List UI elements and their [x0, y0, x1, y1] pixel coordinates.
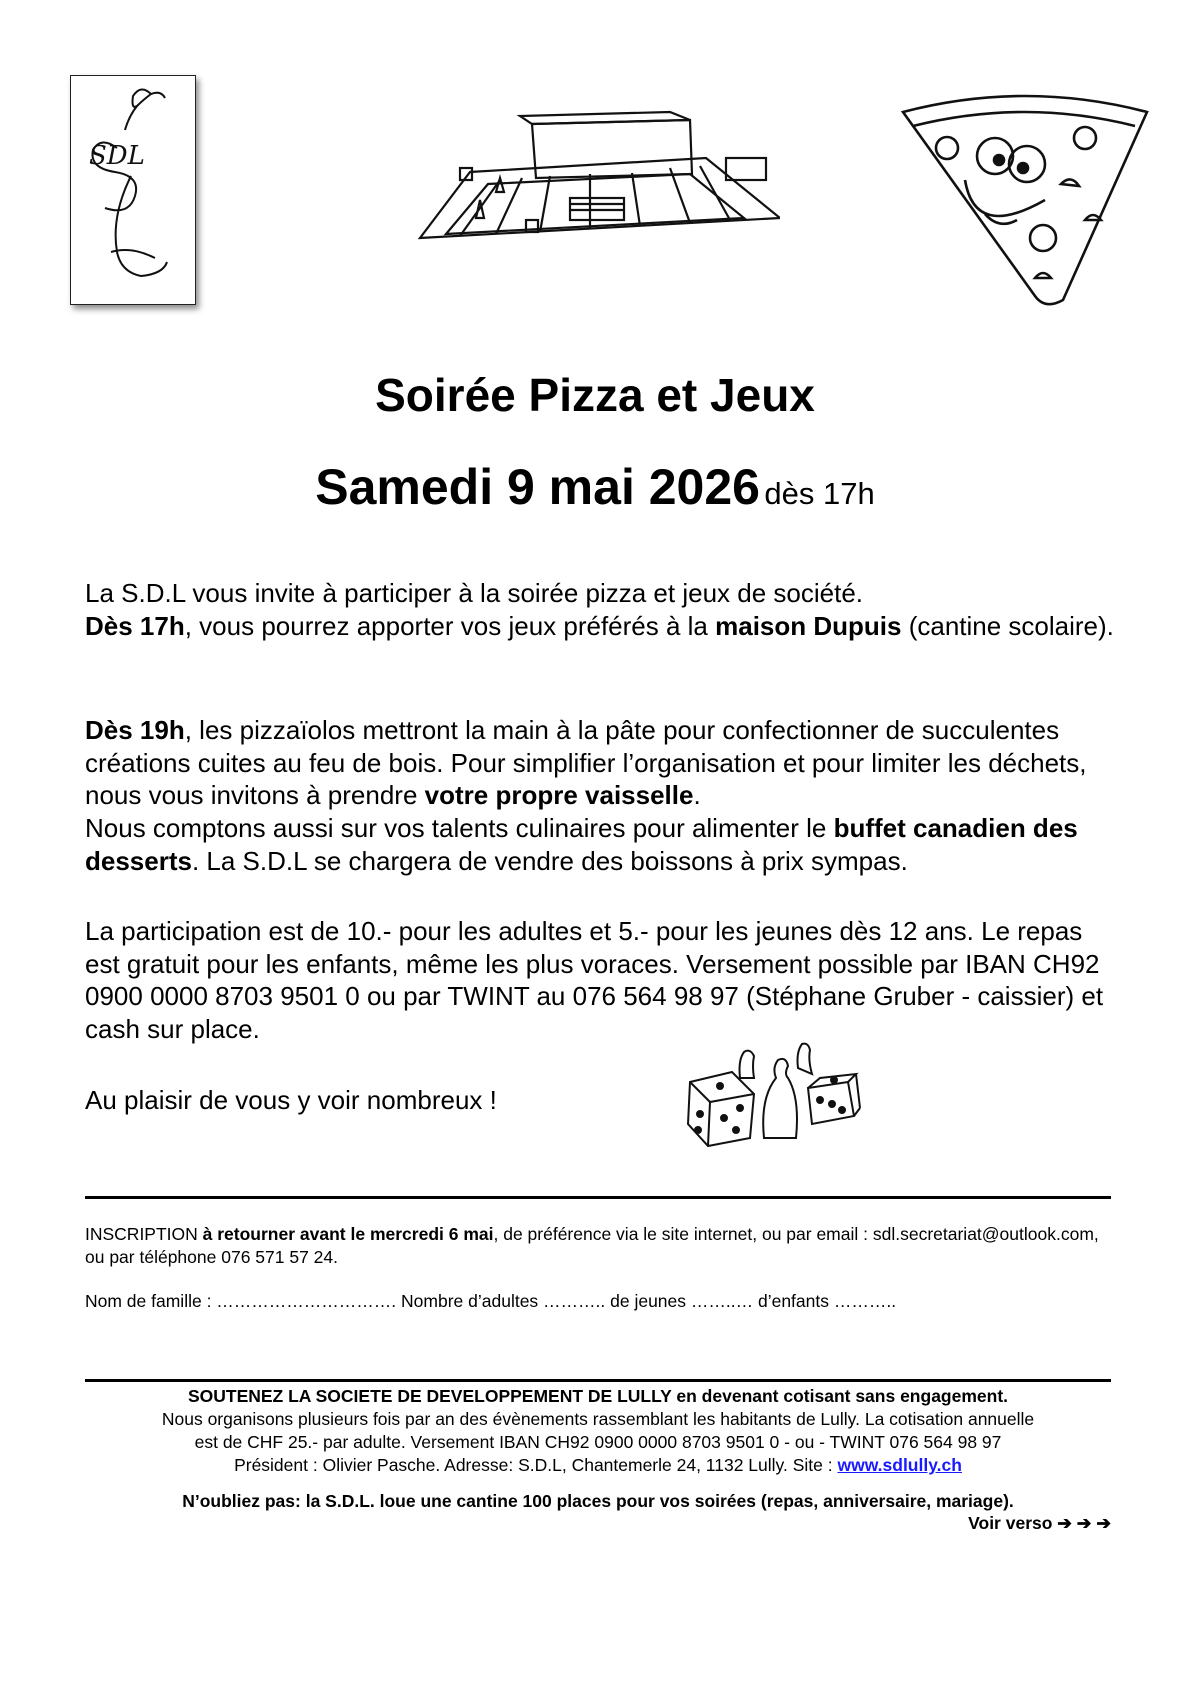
event-time: dès 17h: [764, 476, 875, 511]
pizza-slice-icon: [895, 90, 1155, 310]
arrival-text: , vous pourrez apporter vos jeux préférés à la: [184, 611, 716, 641]
sdl-logo: [70, 75, 196, 305]
page-title: Soirée Pizza et Jeux: [375, 369, 815, 421]
closing-paragraph: Au plaisir de vous y voir nombreux !: [85, 1085, 497, 1115]
footer-block: [85, 1385, 1111, 1477]
event-date: [0, 458, 1190, 516]
footer-divider: [85, 1379, 1111, 1382]
footer-line-4: [85, 1454, 1111, 1477]
divider-line: [85, 1196, 1111, 1199]
pizza-time: Dès 19h: [85, 715, 185, 745]
dessert-buffet: buffet canadien des desserts: [85, 813, 1078, 876]
see-verso: Voir verso ➔ ➔ ➔: [968, 1513, 1111, 1533]
pizza-text: , les pizzaïolos mettront la main à la pâte pour confectionner de succulentes créations cuites au feu de bois. Pour simplifier l’organisation et pour limiter les déchets, nous vous invitons à prendre: [85, 715, 1087, 810]
venue-detail: (cantine scolaire).: [901, 611, 1114, 641]
dice-pawns-icon: [680, 1038, 880, 1148]
footer-headline: SOUTENEZ LA SOCIETE DE DEVELOPPEMENT DE LULLY en devenant cotisant sans engagement.: [187, 1386, 1009, 1406]
inscription-deadline: à retourner avant le mercredi 6 mai: [202, 1224, 494, 1244]
inscription-contact: , de préférence via le site internet, ou par email : sdl.secretariat@outlook.com, ou par téléphone 076 571 57 24.: [85, 1224, 1099, 1267]
website-link[interactable]: www.sdlully.ch: [837, 1455, 962, 1475]
registration-form-line: Nom de famille : …………………………. Nombre d’adultes ……….. de jeunes ……..… d’enfants ………..: [85, 1291, 897, 1311]
own-dishes: votre propre vaisselle: [424, 780, 694, 810]
dessert-paragraph: [85, 812, 1115, 877]
footer-address: Président : Olivier Pasche. Adresse: S.D.L, Chantemerle 24, 1132 Lully. Site :: [234, 1455, 838, 1475]
footer-line-3: est de CHF 25.- par adulte. Versement IBAN CH92 0900 0000 8703 9501 0 - ou - TWINT 076 564 98 97: [194, 1432, 1002, 1452]
pizza-paragraph: [85, 714, 1115, 812]
intro-paragraph: La S.D.L vous invite à participer à la soirée pizza et jeux de société.: [85, 578, 864, 608]
arrival-time: Dès 17h: [85, 611, 185, 641]
pizza-period: .: [693, 780, 701, 810]
footer-line-2: Nous organisons plusieurs fois par an des évènements rassemblant les habitants de Lully. La cotisation annuelle: [161, 1409, 1035, 1429]
venue-name: maison Dupuis: [715, 611, 902, 641]
inscription-label: INSCRIPTION: [85, 1224, 203, 1244]
price-paragraph: La participation est de 10.- pour les adultes et 5.- pour les jeunes dès 12 ans. Le repas est gratuit pour les enfants, même les plus voraces. Versement possible par IBAN CH92 0900 0000 8703 9501 0 ou par TWINT au 076 564 98 97 (Stéphane Gruber - caissier) et cash sur place.: [85, 916, 1104, 1044]
drinks-text: . La S.D.L se chargera de vendre des boissons à prix sympas.: [191, 845, 908, 876]
sdl-logo-icon: [71, 76, 195, 304]
dessert-text: Nous comptons aussi sur vos talents culinaires pour alimenter le: [85, 813, 834, 843]
cantine-note: N’oubliez pas: la S.D.L. loue une cantine 100 places pour vos soirées (repas, anniversaire, mariage).: [182, 1491, 1014, 1511]
board-game-icon: [400, 108, 780, 278]
inscription-paragraph: [85, 1223, 1115, 1269]
logo-letters: SDL: [89, 141, 145, 171]
arrival-paragraph: [85, 610, 1115, 643]
event-date-day: Samedi 9 mai 2026: [315, 459, 760, 515]
